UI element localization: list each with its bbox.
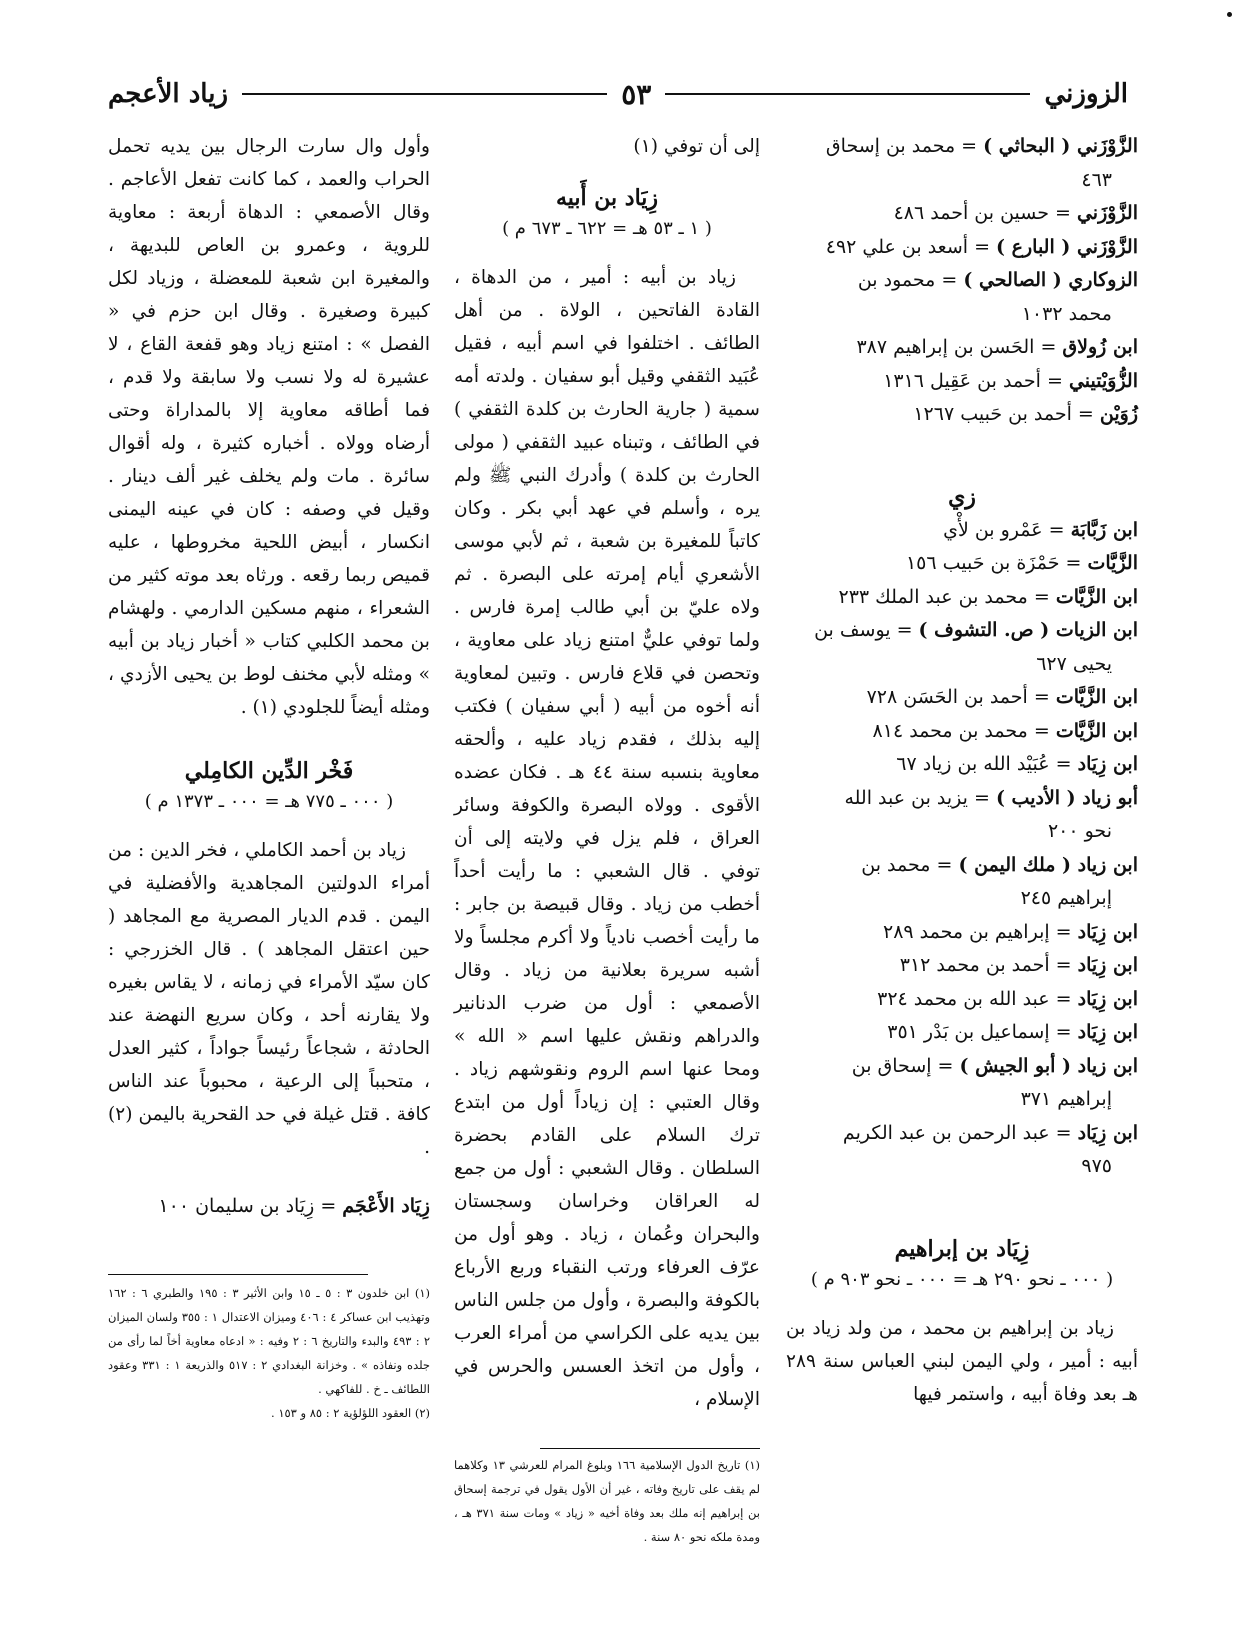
column-middle <box>454 130 760 1549</box>
left-headword: زياد الأعجم <box>108 79 228 109</box>
entry-value: = يوسف بن <box>814 619 919 641</box>
entry-continuation: يحيى ٦٢٧ <box>1036 652 1112 675</box>
bio-text-continued: وأول وال سارت الرجال بين يديه تحمل الحراب والعمد ، كما كانت تفعل الأعاجم . وقال الأصمعي : الدهاة أربعة : معاوية للروية ، وعمرو بن العاص للبديهة ، والمغيرة ابن شعبة للمعضلة ، وزياد لكل كبيرة وصغيرة . وقال ابن حزم في « الفصل » : امتنع زياد وهو قفعة القاع ، لا عشيرة له ولا نسب ولا سابقة ولا قدم ، فما أطاقه معاوية إلا بالمداراة وحتى أرضاه وولاه . أخباره كثيرة ، وله أقوال سائرة . مات ولم يخلف غير ألف دينار . وقيل في وصفه : كان في عينه اليمنى انكسار ، أبيض اللحية مخروطها ، عليه قميص ربما رقعه . ورثاه بعد موته كثير من الشعراء ، منهم مسكين الدارمي . ولهشام بن محمد الكلبي كتاب « أخبار زياد بن أبيه » ومثله لأبي مخنف لوط بن يحيى الأزدي ، ومثله أيضاً للجلودي (١) . <box>108 136 430 718</box>
crossref-list-zi <box>786 514 1138 1184</box>
entry-key: ابن زِيَاد <box>1077 987 1138 1010</box>
entry-key: ابن الزَّيَّات <box>1055 719 1138 742</box>
spacer <box>786 1184 1138 1232</box>
crossref-entry <box>786 130 1138 197</box>
entry-value: = محمد بن محمد ٨١٤ <box>872 719 1056 742</box>
entry-key: ابن زِيَاد <box>1077 1121 1138 1144</box>
entry-key: ابن زَبَّابَة <box>1070 518 1138 541</box>
right-headword: الزوزني <box>1044 79 1128 109</box>
crossref-entry <box>786 1050 1138 1117</box>
crossref-entry <box>786 782 1138 849</box>
entry-value: = أحمد بن الحَسَن ٧٢٨ <box>866 686 1056 708</box>
footnote-rule <box>540 1448 760 1449</box>
entry-continuation: نحو ٢٠٠ <box>1047 820 1112 842</box>
entry-key: ابن زِيَاد <box>1077 753 1138 775</box>
spacer <box>454 1416 760 1448</box>
footnote: (٢) العقود اللؤلؤية ٢ : ٨٥ و ١٥٣ . <box>271 1405 430 1420</box>
spacer <box>108 1164 430 1190</box>
entry-continuation: إبراهيم ٣٧١ <box>1020 1088 1112 1110</box>
crossref-entry <box>786 398 1138 432</box>
bio-title: زِيَاد بن إبراهيم <box>894 1235 1030 1262</box>
entry-value: = الحَسن بن إبراهيم ٣٨٧ <box>856 336 1063 358</box>
footnotes <box>108 1281 430 1425</box>
entry-key: ابن زِيَاد <box>1077 1021 1138 1043</box>
crossref-entry <box>786 614 1138 681</box>
entry-key: ابن زياد ( ملك اليمن ) <box>958 853 1138 876</box>
crossref-entry <box>786 365 1138 399</box>
entry-key: الزَّوْزَني <box>1076 202 1138 224</box>
entry-value: = حسين بن أحمد ٤٨٦ <box>893 202 1077 224</box>
crossref-entry <box>786 916 1138 950</box>
page-number: ٥٣ <box>621 77 652 111</box>
entry-key: الزوكاري ( الصالحي ) <box>963 269 1138 291</box>
crossref-entry <box>108 1190 430 1224</box>
crossref-entry <box>786 581 1138 615</box>
header-rule-left <box>242 93 607 95</box>
entry-key: زِيَاد الأَعْجَم <box>342 1195 430 1217</box>
entry-value: = إسماعيل بن بَدْر ٣٥١ <box>887 1021 1078 1043</box>
crossref-entry <box>786 1117 1138 1184</box>
column-right <box>786 130 1138 1411</box>
entry-value: = أحمد بن محمد ٣١٢ <box>899 954 1078 976</box>
entry-key: ابن زياد ( أبو الجيش ) <box>959 1054 1138 1077</box>
crossref-entry <box>786 1016 1138 1050</box>
crossref-entry <box>786 715 1138 749</box>
column-left <box>108 130 430 1425</box>
entry-value: = محمد بن عبد الملك ٢٣٣ <box>838 585 1056 608</box>
bio-text: زياد بن أبيه : أمير ، من الدهاة ، القادة الفاتحين ، الولاة . من أهل الطائف . اختلفوا في اسم أبيه ، فقيل عُبَيد الثقفي وقيل أبو سفيان . ولدته أمه سمية ( جارية الحارث بن كلدة الثقفي ) في الطائف ، وتبناه عبيد الثقفي ( مولى الحارث بن كلدة ) وأدرك النبي ﷺ ولم يره ، وأسلم في عهد أبي بكر . وكان كاتباً للمغيرة بن شعبة ، ثم لأبي موسى الأشعري أيام إمرته على البصرة . ثم ولاه عليّ بن أبي طالب إمرة فارس . ولما توفي عليٌّ امتنع زياد على معاوية ، وتحصن في قلاع فارس . وتبين لمعاوية أنه أخوه من أبيه ( أبي سفيان ) فكتب إليه بذلك ، فقدم زياد عليه ، وألحقه معاوية بنسبه سنة ٤٤ هـ . فكان عضده الأقوى . وولاه البصرة والكوفة وسائر العراق ، فلم يزل في ولايته إلى أن توفي . قال الشعبي : ما رأيت أحداً أخطب من زياد . وقال قبيصة بن جابر : ما رأيت أخصب نادياً ولا أكرم مجلساً ولا أشبه سريرة بعلانية من زياد . وقال الأصمعي : أول من ضرب الدنانير والدراهم ونقش عليها اسم « الله » ومحا عنها اسم الروم ونقوشهم زياد . وقال العتبي : إن زياداً أول من ابتدع ترك السلام على القادم بحضرة السلطان . وقال الشعبي : أول من جمع له العراقان وخراسان وسجستان والبحران وعُمان ، زياد . وهو أول من عرّف العرفاء ورتب النقباء وربع الأرباع بالكوفة والبصرة ، وأول من جلس الناس بين يديه على الكراسي من أمراء العرب ، وأول من اتخذ العسس والحرس في الإسلام ، <box>454 267 760 1410</box>
header-rule-right <box>665 93 1030 95</box>
scan-speck <box>1227 12 1232 17</box>
entry-key: ابن الزَّيَّات <box>1055 686 1138 708</box>
entry-key: ابن زُولاق <box>1062 336 1138 358</box>
entry-key: زُوَيْن <box>1099 403 1138 425</box>
entry-key: ابن زِيَاد <box>1077 920 1138 943</box>
entry-value: = عُبَيْد الله بن زياد ٦٧ <box>896 753 1078 775</box>
spacer <box>108 1224 430 1274</box>
entry-continuation: ٤٦٣ <box>1081 168 1112 191</box>
entry-value: = عبد الرحمن بن عبد الكريم <box>842 1121 1078 1144</box>
crossref-entry <box>786 949 1138 983</box>
entry-key: أبو زياد ( الأديب ) <box>995 786 1138 809</box>
continuation-line: إلى أن توفي (١) <box>633 136 760 157</box>
crossref-entry <box>786 514 1138 548</box>
crossref-list-top <box>786 130 1138 432</box>
entry-continuation: ٩٧٥ <box>1081 1155 1112 1177</box>
bio-title: فَخْر الدِّين الكامِلي <box>184 758 354 784</box>
entry-key: ابن الزَّيَّات <box>1055 585 1138 608</box>
entry-key: الزُّوَيْتيني <box>1068 369 1138 392</box>
entry-value: = إسحاق بن <box>851 1054 960 1077</box>
bio-text: زياد بن إبراهيم بن محمد ، من ولد زياد بن أبيه : أمير ، ولي اليمن لبني العباس سنة ٢٨٩ هـ بعد وفاة أبيه ، واستمر فيها <box>786 1317 1138 1405</box>
entry-value: = محمد بن <box>861 853 959 876</box>
entry-value: = يزيد بن عبد الله <box>844 786 996 809</box>
crossref-entry <box>786 197 1138 231</box>
bio-text: زياد بن أحمد الكاملي ، فخر الدين : من أمراء الدولتين المجاهدية والأفضلية في اليمن . قدم الديار المصرية مع المجاهد ( حين اعتقل المجاهد ) . قال الخزرجي : كان سيّد الأمراء في زمانه ، لا يقاس بغيره ولا يقارنه أحد ، وكان سريع النهضة عند الحادثة ، شجاعاً رئيساً جواداً ، كثير العدل ، متحبباً إلى الرعية ، محبوباً عند الناس كافة . قتل غيلة في حد القحرية باليمن (٢) . <box>108 840 430 1158</box>
entry-value: = عَمْرو بن لأْي <box>943 518 1071 541</box>
entry-value: = إبراهيم بن محمد ٢٨٩ <box>883 920 1078 943</box>
crossref-entry <box>786 681 1138 715</box>
entry-value: = محمد بن إسحاق <box>825 135 984 157</box>
footnote: (١) ابن خلدون ٣ : ٥ ـ ١٥ وابن الأثير ٣ : ١٩٥ والطبري ٦ : ١٦٢ وتهذيب ابن عساكر ٤ : ٤٠٦ وميزان الاعتدال ١ : ٣٥٥ ولسان الميزان ٢ : ٤٩٣ والبدء والتاريخ ٦ : ٢ وفيه : « ادعاه معاوية أخاً لما رأى من جلده ونفاذه » . وخزانة البغدادي ٢ : ٥١٧ والذريعة ١ : ٣٣١ وعقود اللطائف ـ خ . للفاكهي . <box>108 1285 431 1396</box>
entry-value: = أسعد بن علي ٤٩٢ <box>825 235 997 258</box>
crossref-entry <box>786 849 1138 916</box>
footnote-rule <box>108 1274 368 1275</box>
running-header <box>108 74 1128 114</box>
entry-key: الزَّيَّات <box>1087 552 1138 574</box>
crossref-entry <box>786 748 1138 782</box>
entry-value: = حَمْزَة بن حَبيب ١٥٦ <box>905 552 1088 574</box>
crossref-entry <box>786 264 1138 331</box>
entry-continuation: محمد ١٠٣٢ <box>1021 302 1112 325</box>
crossref-entry <box>786 983 1138 1017</box>
spacer <box>108 724 430 754</box>
footnote: (١) تاريخ الدول الإسلامية ١٦٦ وبلوغ المرام للعرشي ١٣ وكلاهما لم يقف على تاريخ وفاته ، غير أن الأول يقول في ترجمة إسحاق بن إبراهيم إنه ملك بعد وفاة أخيه « زياد » ومات سنة ٣٧١ هـ ، ومدة ملكه نحو ٨٠ سنة . <box>454 1458 761 1544</box>
crossref-entry <box>786 231 1138 265</box>
entry-value: = أحمد بن عَقِيل ١٣١٦ <box>883 369 1069 392</box>
entry-key: الزَّوْزَني ( البحاثي ) <box>983 135 1138 157</box>
crossref-entry <box>786 331 1138 365</box>
crossref-entry <box>786 547 1138 581</box>
bio-dates: ( ٠٠٠ ـ ٧٧٥ هـ = ٠٠٠ ـ ١٣٧٣ م ) <box>144 791 394 812</box>
bio-title: زِيَاد بن أَبيه <box>555 185 659 211</box>
entry-value: = زِيَاد بن سليمان ١٠٠ <box>158 1195 343 1217</box>
section-heading: زي <box>948 483 976 510</box>
entry-value: = محمود بن <box>857 269 964 291</box>
entry-continuation: إبراهيم ٢٤٥ <box>1020 887 1112 909</box>
entry-value: = عبد الله بن محمد ٣٢٤ <box>877 987 1078 1010</box>
entry-value: = أحمد بن حَبيب ١٢٦٧ <box>913 403 1100 425</box>
bio-dates: ( ٠٠٠ ـ نحو ٢٩٠ هـ = ٠٠٠ ـ نحو ٩٠٣ م ) <box>810 1268 1114 1290</box>
entry-key: الزَّوْزَني ( البارع ) <box>996 235 1138 258</box>
bio-dates: ( ١ ـ ٥٣ هـ = ٦٢٢ ـ ٦٧٣ م ) <box>502 218 712 239</box>
entry-key: ابن الزيات ( ص. التشوف ) <box>918 619 1138 641</box>
entry-key: ابن زِيَاد <box>1077 954 1138 976</box>
spacer <box>786 432 1138 480</box>
